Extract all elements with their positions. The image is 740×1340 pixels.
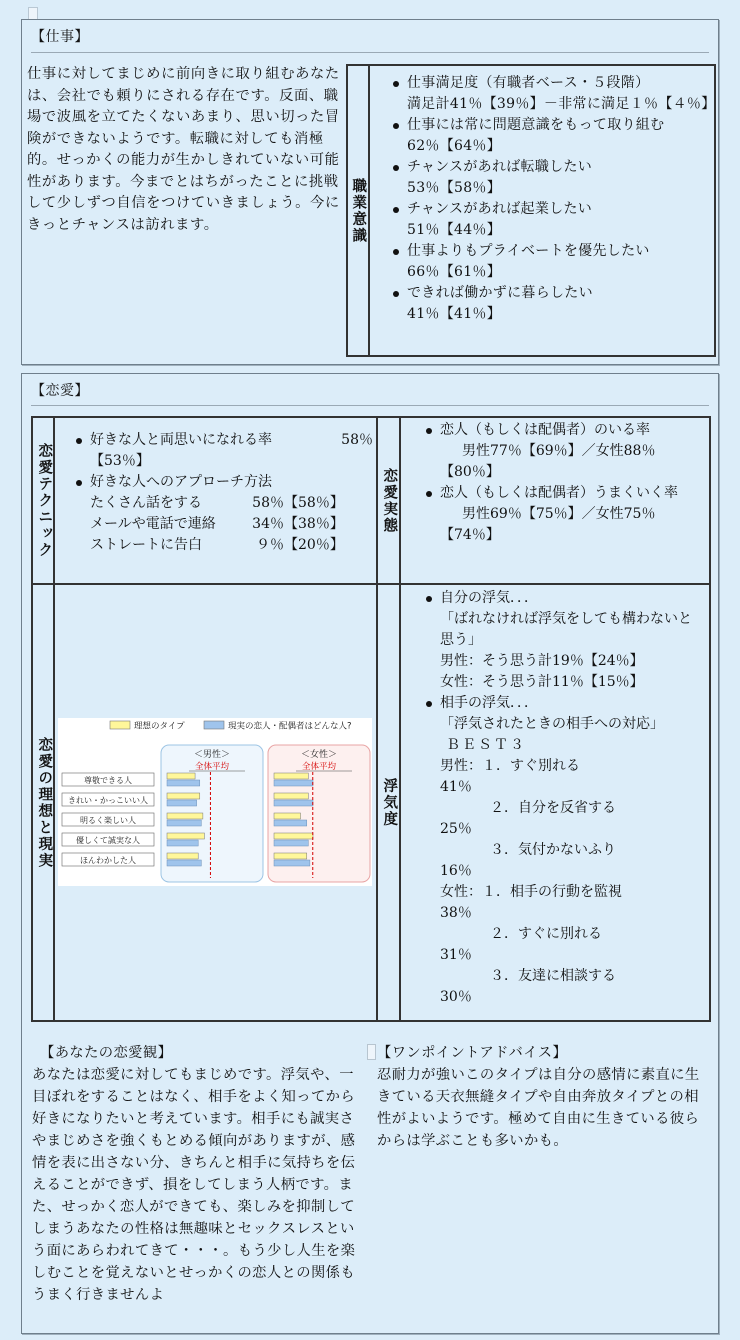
list-item: 恋人（もしくは配偶者）うまくいく率 男性69％【75％】／女性75％ 【74％】 [423,483,705,546]
bar-real [167,840,198,846]
work-description: 仕事に対してまじめに前向きに取り組むあなたは、会社でも頼りにされる存在です。反面、職場で波風を立てたくないあまり、思い切った冒険ができないようです。転職に対しても消極的。せっかくの能力が生かしきれていない可能性があります。今までとはちがったことに挑戦して少しずつ自信をつけていきましょう。今にきっとチャンスは訪れます。 [27,66,340,233]
avg-label: 全体平均 [301,762,337,772]
category-label: 明るく楽しい人 [80,816,136,825]
bar-real [167,800,197,806]
bar-ideal [274,833,313,839]
category-label: きれい・かっこいい人 [68,796,148,805]
divider [33,583,709,585]
list-item: 仕事よりもプライベートを優先したい 66％【61％】 [390,241,710,283]
legend-label: 理想のタイプ [134,721,185,732]
love-ideal-label: 恋愛の理想と現実 [36,736,54,869]
advice-title: 【ワンポイントアドバイス】 [367,1042,707,1064]
love-reality-label: 恋愛実態 [381,467,399,534]
bar-ideal [167,853,198,859]
divider [31,405,709,406]
bar-real [274,800,313,806]
list-item: 恋人（もしくは配偶者）のいる率 男性77％【69％】／女性88％ 【80％】 [423,420,705,483]
one-point-advice [367,1042,707,1152]
love-section-title: 【恋愛】 [31,383,89,399]
love-table [31,416,711,1022]
bar-ideal [167,813,203,819]
work-attitude-label: 職業意識 [348,66,370,355]
love-technique-list [73,430,373,556]
bar-real [274,860,310,866]
list-item: 仕事には常に問題意識をもって取り組む 62％【64％】 [390,115,710,157]
bar-real [274,820,307,826]
advice-text: 忍耐力が強いこのタイプは自分の感情に素直に生きている天衣無縫タイプや自由奔放タイプとの相性がよいようです。極めて自由に生きている彼らからは学ぶことも多いかも。 [377,1067,700,1149]
cheat-label: 浮気度 [381,777,399,828]
chart-panel-title: ＜女性＞ [300,750,338,760]
love-reality-list [423,420,705,546]
love-technique-label: 恋愛テクニック [36,442,54,559]
list-item: 好きな人と両思いになれる率 58％ 【53％】 [73,430,373,472]
legend-swatch [110,721,130,729]
legend-label: 現実の恋人・配偶者はどんな人? [228,721,352,732]
bar-real [274,840,308,846]
category-label: 優しくて誠実な人 [76,836,140,845]
love-outlook-text: あなたは恋愛に対してもまじめです。浮気や、一目ぼれをすることはなく、相手をよく知ってから好きになりたいと考えています。相手にも誠実さやまじめさを強くもとめる傾向がありますが、感情を表に出さない分、きちんと相手に気持ちを伝えることができず、損をしてしまう人柄です。また、せっかく恋人ができても、楽しみを抑制してしまうあなたの性格は無趣味とセックスレスという面にあらわれてきて・・・。もう少し人生を楽しむことを覚えないとせっかくの恋人との関係もうまく行きませんよ [32,1067,356,1303]
bar-real [167,820,201,826]
love-section [21,373,719,1334]
bar-ideal [274,773,308,779]
chart-panel-title: ＜男性＞ [193,750,231,760]
list-item: 好きな人へのアプローチ方法 たくさん話をする 58％ 【58％】 メールや電話で連絡 34％ 【38％】 ストレートに告白 ９％ 【20％】 [73,472,373,556]
bar-real [167,780,200,786]
love-outlook [32,1042,362,1306]
legend-swatch [204,721,224,729]
cheat-list [423,588,705,1008]
bar-ideal [167,833,204,839]
work-section [21,19,719,365]
love-outlook-title: 【あなたの恋愛観】 [40,1045,173,1061]
work-section-title: 【仕事】 [31,29,89,45]
divider [31,52,709,53]
approach-row: たくさん話をする 58％ 【58％】 [90,495,344,511]
bar-ideal [274,853,307,859]
work-attitude-box [346,64,716,357]
approach-row: メールや電話で連絡 34％ 【38％】 [90,516,344,532]
list-item: チャンスがあれば転職したい 53％【58％】 [390,157,710,199]
ideal-vs-reality-chart [58,718,372,886]
work-attitude-list [390,73,716,325]
category-label: ほんわかした人 [80,856,136,865]
bar-ideal [167,773,195,779]
list-item: 自分の浮気．．． 「ばれなければ浮気をしても構わないと思う」 男性：そう思う計19％【24％】 女性：そう思う計11％【15％】 [423,588,705,693]
avg-label: 全体平均 [194,762,230,772]
bar-ideal [167,793,200,799]
list-item: できれば働かずに暮らしたい 41％【41％】 [390,283,710,325]
category-label: 尊敬できる人 [84,776,132,785]
list-item: 相手の浮気．．． 「浮気されたときの相手への対応」 ＢＥＳＴ３ 男性：１．すぐ別れる 41％ ２．自分を反省する 25％ ３．気付かないふり 16％ 女性：１．相手の行動を監視 38％ ２．すぐに別れる 31％ ３．友達に相談する 30％ [423,693,705,1008]
bar-ideal [274,813,301,819]
list-item: 仕事満足度（有職者ベース・５段階） 満足計41％【39％】－非常に満足１％【４％】 [390,73,710,115]
chart-svg [58,718,372,886]
bar-real [274,780,313,786]
list-item: チャンスがあれば起業したい 51％【44％】 [390,199,710,241]
chart-panel [268,745,370,882]
chart-panel [161,745,263,882]
bar-ideal [274,793,308,799]
bar-real [167,860,201,866]
broken-image-icon [367,1044,376,1060]
approach-row: ストレートに告白 ９％ 【20％】 [90,537,344,553]
